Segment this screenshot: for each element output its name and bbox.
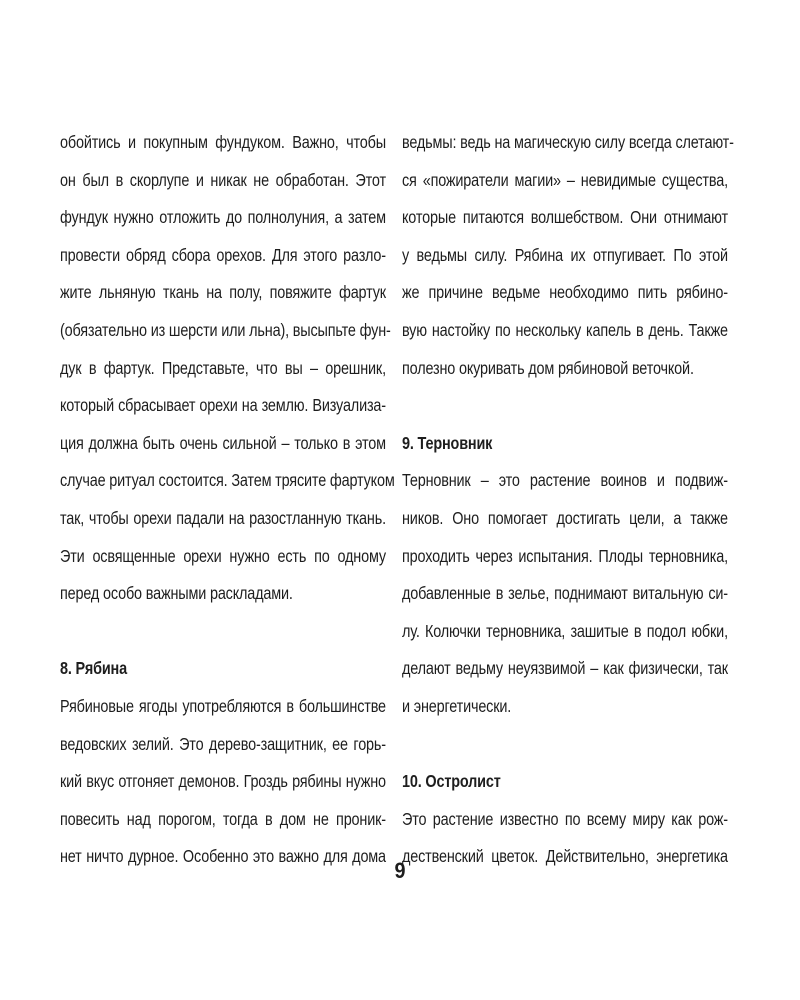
text-line: делают ведьму неуязвимой – как физически, так (402, 658, 728, 679)
text-line: ведьмы: ведь на магическую силу всегда слетают- (402, 132, 734, 152)
text-line: провести обряд сбора орехов. Для этого разло- (60, 244, 386, 265)
text-line: ведовских зелий. Это дерево-защитник, ее горь- (60, 733, 386, 754)
text-line: которые питаются волшебством. Они отнимают (402, 207, 728, 228)
text-line: вую настойку по нескольку капель в день. Также (402, 319, 728, 340)
text-line: у ведьмы силу. Рябина их отпугивает. По этой (402, 244, 728, 265)
text-line: ся «пожиратели магии» – невидимые существа, (402, 169, 728, 190)
text-line: Терновник – это растение воинов и подвиж- (402, 470, 728, 491)
text-line: Рябиновые ягоды употребляются в большинстве (60, 695, 386, 716)
right-column (402, 124, 734, 876)
paragraph-gap (402, 387, 728, 425)
text-line: дественский цветок. Действительно, энергетика (402, 846, 728, 867)
text-line: который сбрасывает орехи на землю. Визуализа- (60, 395, 386, 416)
paragraph-gap (402, 726, 728, 764)
left-column (60, 124, 395, 876)
text-line: он был в скорлупе и никак не обработан. Этот (60, 169, 386, 190)
text-line: полезно окуривать дом рябиновой веточкой. (402, 357, 694, 378)
text-line: перед особо важными раскладами. (60, 583, 293, 604)
text-line: кий вкус отгоняет демонов. Гроздь рябины нужно (60, 771, 386, 792)
text-line: обойтись и покупным фундуком. Важно, чтобы (60, 132, 386, 152)
text-line: же причине ведьме необходимо пить рябино- (402, 282, 728, 303)
text-line: ников. Оно помогает достигать цели, а также (402, 507, 728, 528)
text-line: жите льняную ткань на полу, повяжите фартук (60, 282, 386, 303)
text-line: случае ритуал состоится. Затем трясите фартуком (60, 470, 395, 491)
text-line: лу. Колючки терновника, зашитые в подол юбки, (402, 620, 728, 641)
text-line: ция должна быть очень сильной – только в этом (60, 432, 386, 453)
text-line: нет ничто дурное. Особенно это важно для дома (60, 846, 386, 867)
text-line: проходить через испытания. Плоды терновника, (402, 545, 728, 566)
section-heading: 8. Рябина (60, 658, 127, 679)
text-line: дук в фартук. Представьте, что вы – орешник, (60, 357, 386, 378)
text-line: (обязательно из шерсти или льна), высыпьте фун- (60, 319, 391, 340)
text-line: фундук нужно отложить до полнолуния, а затем (60, 207, 386, 228)
text-line: Эти освященные орехи нужно есть по одному (60, 545, 386, 566)
section-heading: 10. Остролист (402, 771, 501, 792)
page-number: 9 (394, 858, 406, 883)
text-line: повесить над порогом, тогда в дом не проник- (60, 808, 386, 829)
text-line: добавленные в зелье, поднимают витальную си- (402, 583, 728, 604)
section-heading: 9. Терновник (402, 432, 493, 453)
paragraph-gap (60, 613, 386, 651)
text-line: так, чтобы орехи падали на разостланную ткань. (60, 507, 386, 528)
text-line: и энергетически. (402, 695, 512, 716)
text-line: Это растение известно по всему миру как рож- (402, 808, 728, 829)
